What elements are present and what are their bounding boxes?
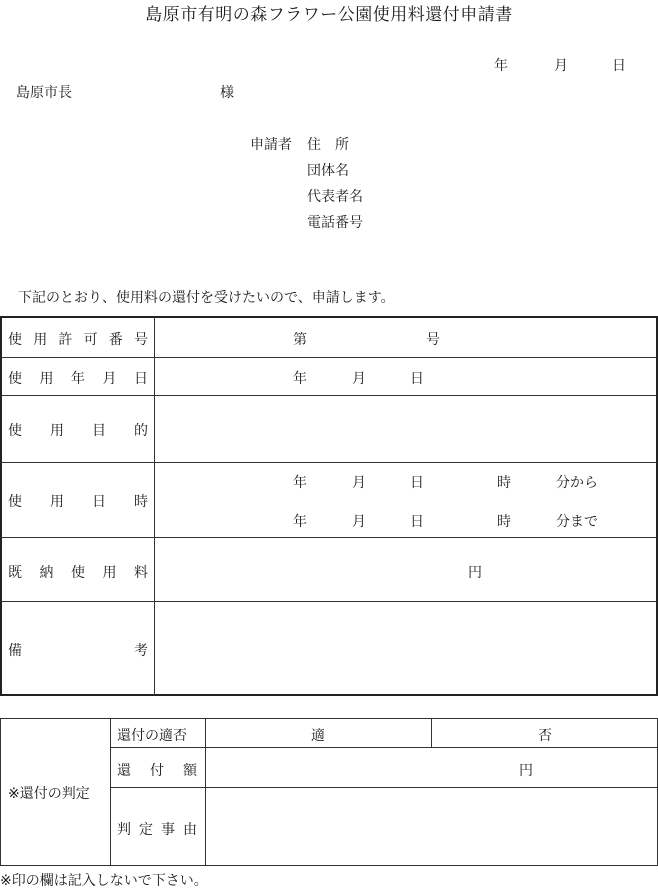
permit-number-label-char: 用 bbox=[33, 332, 48, 348]
amount-unit: 円 bbox=[519, 763, 533, 779]
paid-fee-label-char: 用 bbox=[102, 565, 117, 581]
use-date-label-char: 年 bbox=[71, 371, 85, 387]
purpose-label-char: 用 bbox=[50, 423, 64, 439]
use-time-to-year: 年 bbox=[293, 514, 307, 530]
applicant-phone-label: 電話番号 bbox=[307, 215, 363, 231]
amount-label bbox=[117, 760, 197, 780]
reason-label-char: 判 bbox=[117, 822, 131, 838]
purpose-label-char: 目 bbox=[92, 423, 106, 439]
date-month-label: 月 bbox=[554, 58, 568, 74]
main-table-divider bbox=[154, 317, 155, 695]
date-year-label: 年 bbox=[494, 58, 508, 74]
paid-fee-label bbox=[8, 562, 148, 582]
paid-fee-label-char: 料 bbox=[134, 565, 148, 581]
suitability-label: 還付の適否 bbox=[117, 728, 187, 744]
use-date-label-char: 日 bbox=[134, 371, 148, 387]
use-time-to-day: 日 bbox=[410, 514, 424, 530]
use-time-from-minute: 分から bbox=[556, 475, 598, 491]
suitability-no: 否 bbox=[538, 728, 552, 744]
use-time-to-hour: 時 bbox=[497, 514, 511, 530]
permit-number-label-char: 号 bbox=[133, 332, 148, 348]
use-time-to-month: 月 bbox=[352, 514, 366, 530]
use-time-from-hour: 時 bbox=[497, 475, 511, 491]
purpose-label bbox=[8, 420, 148, 440]
reason-label bbox=[117, 819, 197, 839]
use-time-from-day: 日 bbox=[410, 475, 424, 491]
use-time-from-year: 年 bbox=[293, 475, 307, 491]
use-time-label-char: 時 bbox=[134, 494, 148, 510]
use-date-year: 年 bbox=[293, 371, 307, 387]
use-date-label bbox=[8, 368, 148, 388]
footnote: ※印の欄は記入しないで下さい。 bbox=[0, 873, 208, 889]
paid-fee-unit: 円 bbox=[468, 565, 482, 581]
use-date-day: 日 bbox=[410, 371, 424, 387]
purpose-label-char: 的 bbox=[134, 423, 148, 439]
suitability-yes: 適 bbox=[311, 728, 325, 744]
use-time-label-char: 用 bbox=[50, 494, 64, 510]
permit-number-suffix: 号 bbox=[426, 332, 440, 348]
use-date-month: 月 bbox=[352, 371, 366, 387]
remarks-label-left: 備 bbox=[8, 643, 22, 659]
applicant-label: 申請者 bbox=[250, 137, 292, 153]
permit-number-label bbox=[8, 329, 148, 349]
use-time-label bbox=[8, 491, 148, 511]
applicant-group-label: 団体名 bbox=[307, 163, 349, 179]
addressee-name: 島原市長 bbox=[16, 85, 72, 101]
use-time-from-month: 月 bbox=[352, 475, 366, 491]
page-title: 島原市有明の森フラワー公園使用料還付申請書 bbox=[145, 5, 513, 25]
reason-label-char: 由 bbox=[183, 822, 197, 838]
use-date-label-char: 使 bbox=[8, 371, 22, 387]
addressee-honorific: 様 bbox=[220, 85, 234, 101]
amount-label-char: 額 bbox=[183, 763, 197, 779]
amount-label-char: 還 bbox=[117, 763, 131, 779]
applicant-representative-label: 代表者名 bbox=[307, 189, 363, 205]
use-time-to-minute: 分まで bbox=[556, 514, 598, 530]
reason-label-char: 事 bbox=[161, 822, 175, 838]
paid-fee-label-char: 既 bbox=[8, 565, 22, 581]
permit-number-label-char: 使 bbox=[8, 332, 22, 348]
permit-number-label-char: 可 bbox=[83, 332, 98, 348]
purpose-label-char: 使 bbox=[8, 423, 22, 439]
date-day-label: 日 bbox=[612, 58, 626, 74]
use-date-label-char: 用 bbox=[39, 371, 54, 387]
paid-fee-label-char: 使 bbox=[71, 565, 85, 581]
use-time-label-char: 使 bbox=[8, 494, 22, 510]
judgement-title: ※還付の判定 bbox=[8, 786, 90, 802]
paid-fee-label-char: 納 bbox=[39, 565, 54, 581]
permit-number-prefix: 第 bbox=[293, 332, 307, 348]
remarks-label-right: 考 bbox=[134, 643, 148, 659]
permit-number-label-char: 番 bbox=[108, 332, 123, 348]
applicant-address-label: 住 所 bbox=[307, 137, 349, 153]
use-date-label-char: 月 bbox=[102, 371, 117, 387]
reason-label-char: 定 bbox=[139, 822, 153, 838]
amount-label-char: 付 bbox=[150, 763, 164, 779]
permit-number-label-char: 許 bbox=[58, 332, 73, 348]
request-statement: 下記のとおり、使用料の還付を受けたいので、申請します。 bbox=[18, 290, 395, 306]
judgement-table bbox=[0, 718, 658, 866]
use-time-label-char: 日 bbox=[92, 494, 106, 510]
